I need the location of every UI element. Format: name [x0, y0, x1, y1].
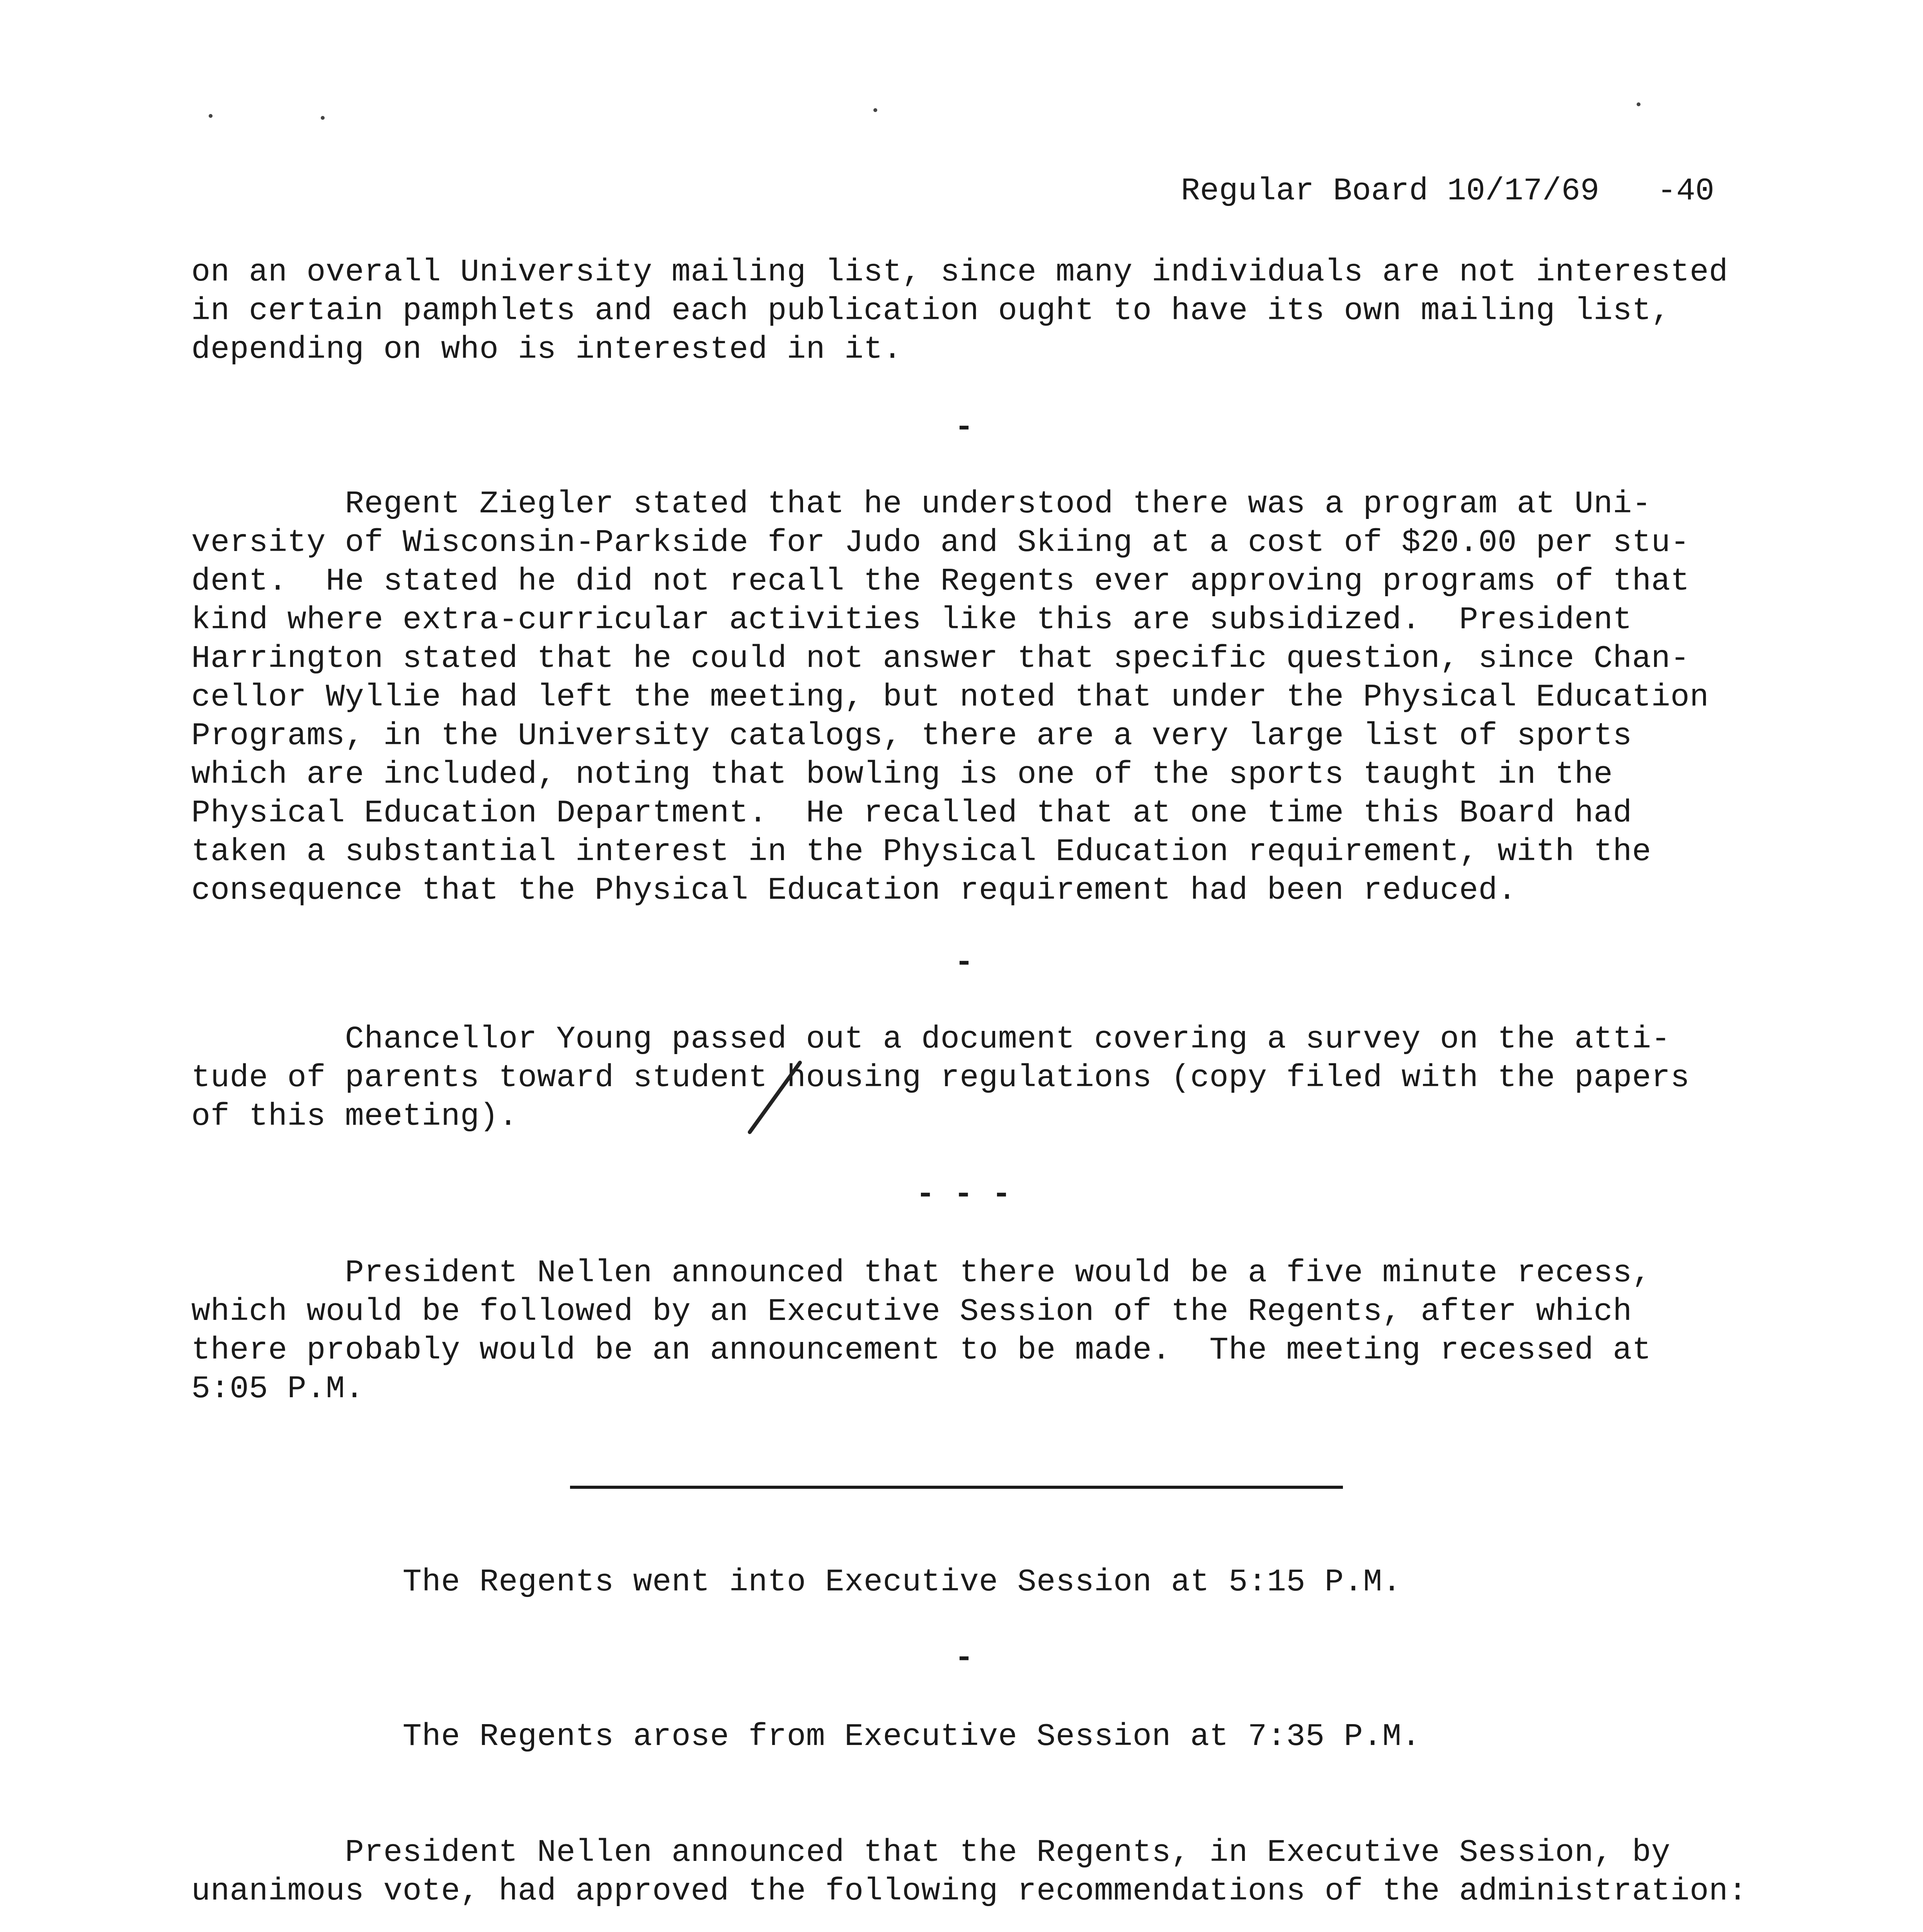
text-line: which are included, noting that bowling is one of the sports taught in the [191, 757, 1613, 793]
text-line: in certain pamphlets and each publication ought to have its own mailing list, [191, 293, 1671, 329]
section-separator: - [955, 1640, 974, 1676]
text-line: on an overall University mailing list, since many individuals are not interested [191, 254, 1728, 290]
text-line: versity of Wisconsin-Parkside for Judo and Skiing at a cost of $20.00 per stu- [191, 525, 1690, 561]
text-line: dent. He stated he did not recall the Regents ever approving programs of that [191, 563, 1690, 599]
text-line: which would be followed by an Executive Session of the Regents, after which [191, 1294, 1632, 1330]
horizontal-rule [570, 1486, 1343, 1489]
text-line: 5:05 P.M. [191, 1371, 364, 1407]
text-line: The Regents went into Executive Session at 5:15 P.M. [191, 1564, 1402, 1600]
text-line: depending on who is interested in it. [191, 332, 902, 367]
text-line: cellor Wyllie had left the meeting, but noted that under the Physical Education [191, 679, 1709, 715]
text-line: President Nellen announced that the Regents, in Executive Session, by [191, 1835, 1671, 1871]
text-line: Chancellor Young passed out a document covering a survey on the atti- [191, 1021, 1671, 1057]
text-line: President Nellen announced that there would be a five minute recess, [191, 1255, 1651, 1291]
text-line: The Regents arose from Executive Session at 7:35 P.M. [191, 1719, 1421, 1755]
scan-speck [209, 114, 213, 118]
page-header [1105, 137, 1714, 245]
text-line: consequence that the Physical Education requirement had been reduced. [191, 872, 1517, 908]
header-title: Regular Board 10/17/69 [1181, 173, 1600, 209]
text-line: Regent Ziegler stated that he understood there was a program at Uni- [191, 486, 1651, 522]
handwritten-strike-mark [742, 1059, 804, 1136]
text-line: Physical Education Department. He recalled that at one time this Board had [191, 795, 1632, 831]
text-line: kind where extra-curricular activities like this are subsidized. President [191, 602, 1632, 638]
text-line: of this meeting). [191, 1099, 518, 1134]
section-separator: - [955, 945, 974, 981]
text-line: taken a substantial interest in the Physical Education requirement, with the [191, 834, 1651, 870]
text-line: Harrington stated that he could not answer that specific question, since Chan- [191, 641, 1690, 677]
section-separator: - [955, 410, 974, 446]
text-line: there probably would be an announcement to be made. The meeting recessed at [191, 1332, 1651, 1368]
scan-speck [1637, 102, 1641, 106]
section-separator: - - - [916, 1177, 1011, 1213]
header-page-number: -40 [1657, 173, 1714, 209]
text-line: Programs, in the University catalogs, there are a very large list of sports [191, 718, 1632, 754]
scan-speck [873, 108, 877, 112]
text-line: tude of parents toward student housing regulations (copy filed with the papers [191, 1060, 1690, 1096]
text-line: unanimous vote, had approved the following recommendations of the administration: [191, 1873, 1748, 1909]
scan-speck [321, 116, 325, 120]
